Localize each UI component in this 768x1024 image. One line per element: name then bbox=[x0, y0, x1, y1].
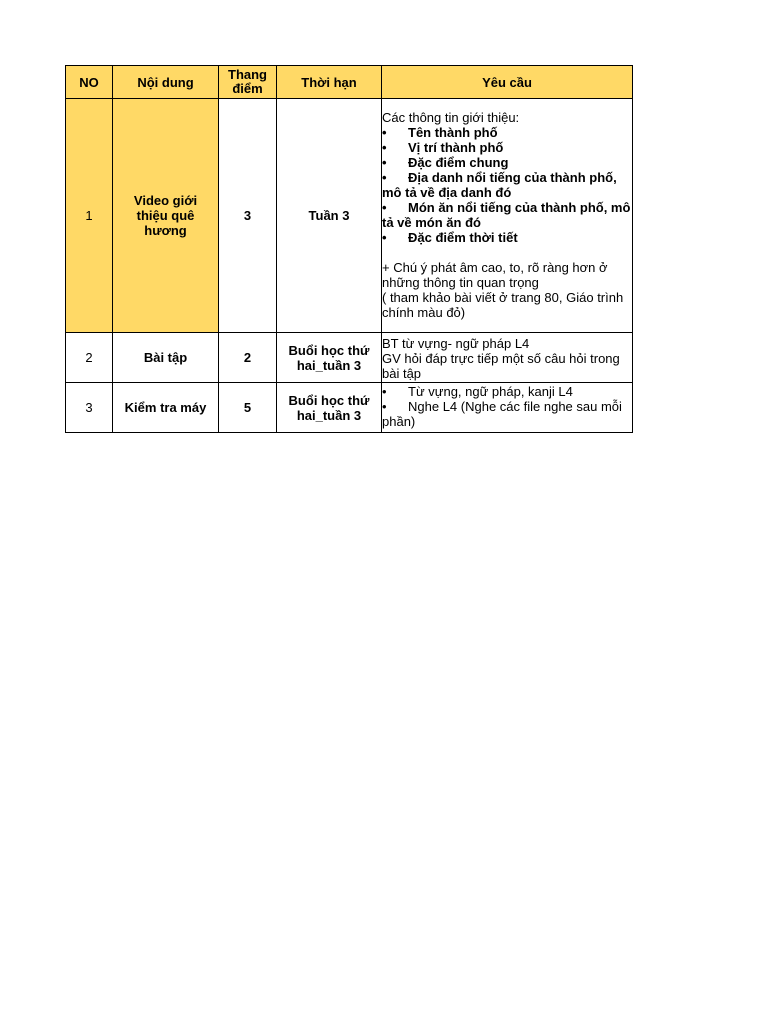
list-item-text: Tên thành phố bbox=[408, 125, 498, 140]
list-item bbox=[382, 155, 632, 170]
list-item-text: Đặc điểm chung bbox=[408, 155, 509, 170]
row-requirements bbox=[382, 383, 633, 433]
list-item-text: Từ vựng, ngữ pháp, kanji L4 bbox=[408, 384, 573, 399]
row-content: Kiểm tra máy bbox=[113, 383, 219, 433]
row-content bbox=[113, 99, 219, 333]
bullet-icon: • bbox=[382, 399, 387, 414]
row-deadline bbox=[277, 383, 382, 433]
row-no: 3 bbox=[66, 383, 113, 433]
bullet-icon: • bbox=[382, 170, 387, 185]
header-score-label: Thang điểm bbox=[228, 67, 267, 96]
list-item bbox=[382, 125, 632, 140]
assignment-table bbox=[65, 65, 633, 433]
row-deadline bbox=[277, 333, 382, 383]
row-deadline-label: Buổi học thứ hai_tuần 3 bbox=[288, 342, 370, 373]
row-score: 3 bbox=[219, 99, 277, 333]
list-item bbox=[382, 230, 632, 245]
req-line: GV hỏi đáp trực tiếp một số câu hỏi trong bài tập bbox=[382, 351, 620, 381]
blank-line bbox=[382, 245, 632, 260]
bullet-icon: • bbox=[382, 155, 387, 170]
row-content: Bài tập bbox=[113, 333, 219, 383]
row-score: 5 bbox=[219, 383, 277, 433]
row-content-label: Video giới thiệu quê hương bbox=[133, 193, 198, 238]
row-no: 2 bbox=[66, 333, 113, 383]
row-deadline-label: Buổi học thứ hai_tuần 3 bbox=[288, 392, 370, 423]
header-requirements: Yêu cầu bbox=[382, 66, 633, 99]
list-item-text: Nghe L4 (Nghe các file nghe sau mỗi phần) bbox=[382, 399, 622, 429]
row-no: 1 bbox=[66, 99, 113, 333]
header-deadline: Thời hạn bbox=[277, 66, 382, 99]
row-requirements bbox=[382, 99, 633, 333]
row-requirements bbox=[382, 333, 633, 383]
table-row bbox=[66, 383, 633, 433]
req-line: BT từ vựng- ngữ pháp L4 bbox=[382, 336, 530, 351]
header-score bbox=[219, 66, 277, 99]
bullet-icon: • bbox=[382, 384, 387, 399]
list-item bbox=[382, 200, 632, 230]
table-row bbox=[66, 99, 633, 333]
list-item-text: Món ăn nổi tiếng của thành phố, mô tả về món ăn đó bbox=[382, 200, 631, 230]
row-score: 2 bbox=[219, 333, 277, 383]
req-intro: Các thông tin giới thiệu: bbox=[382, 110, 520, 125]
bullet-icon: • bbox=[382, 140, 387, 155]
header-no: NO bbox=[66, 66, 113, 99]
bullet-icon: • bbox=[382, 125, 387, 140]
list-item bbox=[382, 170, 632, 200]
list-item bbox=[382, 399, 632, 429]
list-item-text: Vị trí thành phố bbox=[408, 140, 504, 155]
list-item bbox=[382, 384, 632, 399]
list-item bbox=[382, 140, 632, 155]
table-row bbox=[66, 333, 633, 383]
row-deadline: Tuần 3 bbox=[277, 99, 382, 333]
bullet-icon: • bbox=[382, 230, 387, 245]
list-item-text: Địa danh nổi tiếng của thành phố, mô tả về địa danh đó bbox=[382, 170, 617, 200]
header-content: Nội dung bbox=[113, 66, 219, 99]
bullet-icon: • bbox=[382, 200, 387, 215]
req-reference: ( tham khảo bài viết ở trang 80, Giáo trình chính màu đỏ) bbox=[382, 290, 624, 320]
header-row bbox=[66, 66, 633, 99]
req-note: + Chú ý phát âm cao, to, rõ ràng hơn ở những thông tin quan trọng bbox=[382, 260, 608, 290]
list-item-text: Đặc điểm thời tiết bbox=[408, 230, 518, 245]
